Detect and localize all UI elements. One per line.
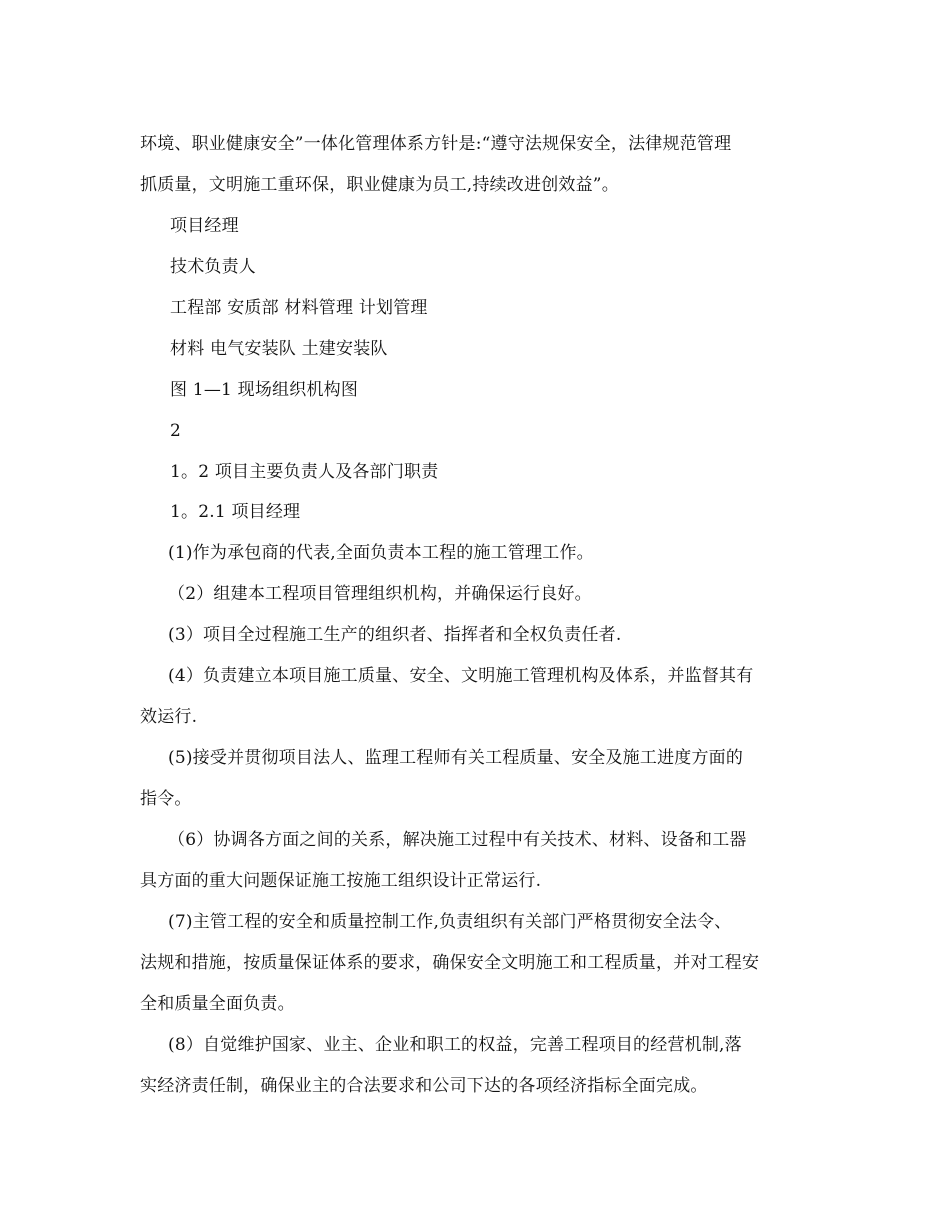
list-item-8-line-2: 实经济责任制，确保业主的合法要求和公司下达的各项经济指标全面完成。 <box>140 1076 708 1096</box>
org-chart-technical-lead: 技术负责人 <box>170 257 256 277</box>
org-chart-project-manager: 项目经理 <box>170 216 239 236</box>
list-item-6-line-2: 具方面的重大问题保证施工按施工组织设计正常运行. <box>140 871 542 891</box>
list-item-8-line-1: (8）自觉维护国家、业主、企业和职工的权益，完善工程项目的经营机制,落 <box>168 1035 742 1055</box>
list-item-4-line-1: (4）负责建立本项目施工质量、安全、文明施工管理机构及体系，并监督其有 <box>168 666 754 686</box>
policy-line-2: 抓质量，文明施工重环保，职业健康为员工,持续改进创效益”。 <box>140 175 619 195</box>
org-chart-departments: 工程部 安质部 材料管理 计划管理 <box>170 298 428 318</box>
list-item-5-line-1: (5)接受并贯彻项目法人、监理工程师有关工程质量、安全及施工进度方面的 <box>168 748 744 768</box>
policy-line-1: 环境、职业健康安全”一体化管理体系方针是:“遵守法规保安全，法律规范管理 <box>140 134 732 154</box>
page-number: 2 <box>170 421 182 441</box>
list-item-4-line-2: 效运行. <box>140 707 198 727</box>
list-item-7-line-3: 全和质量全面负责。 <box>140 994 295 1014</box>
list-item-6-line-1: （6）协调各方面之间的关系，解决施工过程中有关技术、材料、设备和工器 <box>168 830 747 850</box>
list-item-7-line-2: 法规和措施，按质量保证体系的要求，确保安全文明施工和工程质量，并对工程安 <box>140 953 760 973</box>
list-item-2: （2）组建本工程项目管理组织机构，并确保运行良好。 <box>168 584 592 604</box>
list-item-5-line-2: 指令。 <box>140 789 192 809</box>
list-item-7-line-1: (7)主管工程的安全和质量控制工作,负责组织有关部门严格贯彻安全法令、 <box>168 912 732 932</box>
section-title: 1。2 项目主要负责人及各部门职责 <box>170 462 439 482</box>
list-item-1: (1)作为承包商的代表,全面负责本工程的施工管理工作。 <box>168 543 594 563</box>
list-item-3: (3）项目全过程施工生产的组织者、指挥者和全权负责任者. <box>168 625 622 645</box>
figure-caption: 图 1—1 现场组织机构图 <box>170 380 359 400</box>
org-chart-teams: 材料 电气安装队 土建安装队 <box>170 339 388 359</box>
subsection-title: 1。2.1 项目经理 <box>170 502 301 522</box>
